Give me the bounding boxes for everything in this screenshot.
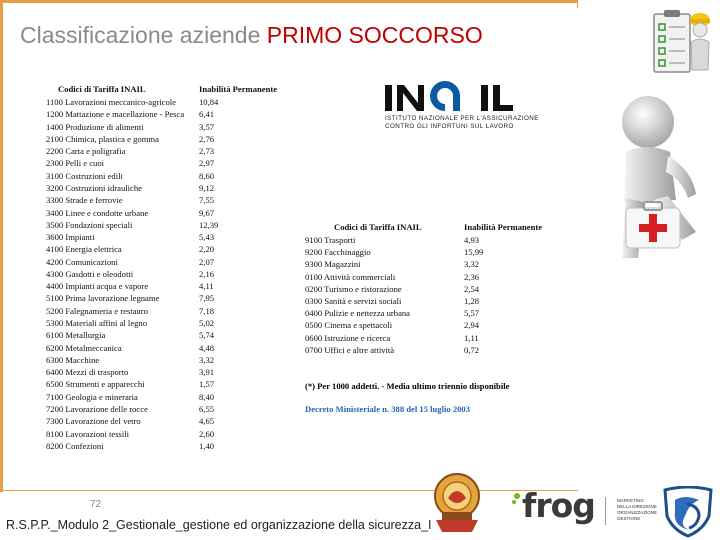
- row-value: 9,67: [199, 207, 215, 218]
- row-code-label: 0600 Istruzione e ricerca: [305, 332, 391, 343]
- slide-frame-left: [0, 0, 3, 492]
- row-code-label: 9200 Facchinaggio: [305, 247, 371, 258]
- row-code-label: 4400 Impianti acqua e vapore: [46, 281, 149, 292]
- row-value: 2,76: [199, 133, 215, 144]
- row-code-label: 7200 Lavorazione delle rocce: [46, 404, 148, 414]
- frog-logo-subtitle: [617, 498, 657, 522]
- inail-subtitle-line2: CONTRO GLI INFORTUNI SUL LAVORO: [385, 123, 514, 130]
- row-value: 9,12: [199, 182, 215, 193]
- row-code-label: 8100 Lavorazioni tessili: [46, 428, 130, 439]
- row-value: 3,32: [199, 354, 215, 365]
- title-highlight: PRIMO SOCCORSO: [266, 22, 483, 48]
- row-value: 1,40: [199, 440, 215, 451]
- title-text: Classificazione aziende: [20, 22, 267, 48]
- row-value: 2,07: [199, 256, 215, 267]
- row-value: 5,02: [199, 318, 215, 329]
- table-footnote: (*) Per 1000 addetti. - Media ultimo triennio disponibile: [305, 381, 510, 391]
- row-value: 10,84: [199, 97, 219, 107]
- row-value: 5,74: [199, 330, 215, 341]
- row-code-label: 3100 Costruzioni edili: [46, 170, 123, 181]
- frog-sub-line1: MARKETING: [617, 498, 644, 503]
- inail-logo-letters: [385, 81, 513, 111]
- row-value: 6,41: [199, 109, 215, 120]
- slide-frame-bottom: [0, 490, 578, 491]
- logo-divider: [605, 497, 606, 525]
- row-code-label: 0100 Attività commerciali: [305, 271, 396, 282]
- row-code-label: 2200 Carta e poligrafia: [46, 146, 126, 157]
- row-code-label: 3200 Costruzioni idrauliche: [46, 182, 142, 193]
- row-value: 4,48: [199, 342, 215, 353]
- row-code-label: 1400 Produzione di alimenti: [46, 121, 144, 132]
- row-code-label: 0700 Uffici e altre attività: [305, 344, 395, 355]
- row-code-label: 9100 Trasporti: [305, 235, 356, 245]
- row-code-label: 1200 Mattazione e macellazione - Pesca: [46, 109, 185, 120]
- row-code-label: 3500 Fondazioni speciali: [46, 219, 133, 230]
- frog-sub-line3: ORGANIZZAZIONE: [617, 510, 658, 515]
- row-value: 2,16: [199, 268, 215, 279]
- row-value: 8,60: [199, 170, 215, 181]
- row-code-label: 4100 Energia elettrica: [46, 244, 122, 255]
- row-value: 2,73: [199, 146, 215, 157]
- row-code-label: 2300 Pelli e cuoi: [46, 158, 104, 169]
- table-header-value: Inabilità Permanente: [199, 84, 278, 94]
- tariff-table-left: [46, 84, 296, 484]
- row-value: 2,60: [199, 428, 215, 439]
- row-code-label: 3400 Linee e condotte urbane: [46, 207, 149, 218]
- row-code-label: 5100 Prima lavorazione legname: [46, 293, 160, 304]
- shield-logo: [659, 486, 717, 538]
- row-value: 7,95: [199, 293, 215, 304]
- frog-sub-line4: GESTIONE: [617, 516, 641, 521]
- table-header-code: Codici di Tariffa INAIL: [58, 84, 146, 94]
- slide-footer: R.S.P.P._Modulo 2_Gestionale_gestione ed organizzazione della sicurezza_I: [6, 518, 432, 532]
- tariff-table-right: [305, 222, 565, 372]
- row-value: 2,54: [464, 283, 480, 294]
- row-value: 2,94: [464, 320, 480, 331]
- row-value: 7,18: [199, 305, 215, 316]
- row-value: 0,72: [464, 344, 480, 355]
- table-header-code: Codici di Tariffa INAIL: [334, 222, 422, 232]
- row-value: 7,55: [199, 195, 215, 206]
- row-value: 3,91: [199, 367, 215, 378]
- inail-subtitle-line1: ISTITUTO NAZIONALE PER L'ASSICURAZIONE: [385, 115, 539, 122]
- row-value: 4,93: [464, 235, 480, 245]
- inail-logo-subtitle: [385, 115, 539, 131]
- row-code-label: 8200 Confezioni: [46, 440, 104, 451]
- row-value: 2,36: [464, 271, 480, 282]
- row-code-label: 6400 Mezzi di trasporto: [46, 367, 129, 378]
- row-code-label: 7100 Geologia e mineraria: [46, 391, 138, 402]
- emblem-logo: [428, 468, 486, 538]
- row-code-label: 3300 Strade e ferrovie: [46, 195, 123, 206]
- table-header-value: Inabilità Permanente: [464, 222, 543, 232]
- row-code-label: 5200 Falegnameria e restauro: [46, 305, 148, 316]
- row-value: 6,55: [199, 404, 215, 414]
- row-value: 3,32: [464, 259, 480, 270]
- row-value: 15,99: [464, 247, 484, 258]
- row-value: 5,43: [199, 232, 215, 243]
- slide-frame-top: [0, 0, 578, 3]
- row-code-label: 2100 Chimica, plastica e gomma: [46, 133, 159, 144]
- row-code-label: 0200 Turismo e ristorazione: [305, 283, 402, 294]
- checklist-icon: [646, 4, 714, 80]
- row-code-label: 7300 Lavorazione del vetro: [46, 416, 141, 427]
- row-value: 12,39: [199, 219, 219, 230]
- row-code-label: 6100 Metallurgia: [46, 330, 106, 341]
- decree-reference: Decreto Ministeriale n. 388 del 15 luglio 2003: [305, 404, 471, 414]
- row-value: 4,11: [199, 281, 214, 292]
- row-value: 4,65: [199, 416, 215, 427]
- row-code-label: 3600 Impianti: [46, 232, 95, 243]
- row-code-label: 6300 Macchine: [46, 354, 100, 365]
- row-value: 2,20: [199, 244, 215, 255]
- first-aid-man-illustration: [596, 90, 716, 265]
- row-value: 1,28: [464, 296, 480, 306]
- frog-sub-line2: DELLA DIREZIONE: [617, 504, 657, 509]
- frog-logo-text: frog: [522, 486, 595, 525]
- row-code-label: 0400 Pulizie e nettezza urbana: [305, 308, 410, 319]
- slide-frame-right: [577, 0, 578, 8]
- row-value: 8,40: [199, 391, 215, 402]
- row-code-label: 9300 Magazzini: [305, 259, 361, 270]
- row-code-label: 4200 Comunicazioni: [46, 256, 118, 267]
- row-value: 1,57: [199, 379, 215, 390]
- row-code-label: 6500 Strumenti e apparecchi: [46, 379, 145, 390]
- slide-title: [20, 22, 483, 49]
- row-value: 5,57: [464, 308, 480, 319]
- row-code-label: 5300 Materiali affini al legno: [46, 318, 148, 329]
- row-code-label: 6200 Metalmeccanica: [46, 342, 122, 353]
- row-value: 1,11: [464, 332, 479, 343]
- row-code-label: 0300 Sanità e servizi sociali: [305, 296, 402, 306]
- row-value: 3,57: [199, 121, 215, 132]
- row-code-label: 0500 Cinema e spettacoli: [305, 320, 393, 331]
- row-value: 2,97: [199, 158, 215, 169]
- page-number: 72: [90, 499, 102, 510]
- row-code-label: 1100 Lavorazioni meccanico-agricole: [46, 97, 176, 107]
- row-code-label: 4300 Gasdotti e oleodotti: [46, 268, 134, 279]
